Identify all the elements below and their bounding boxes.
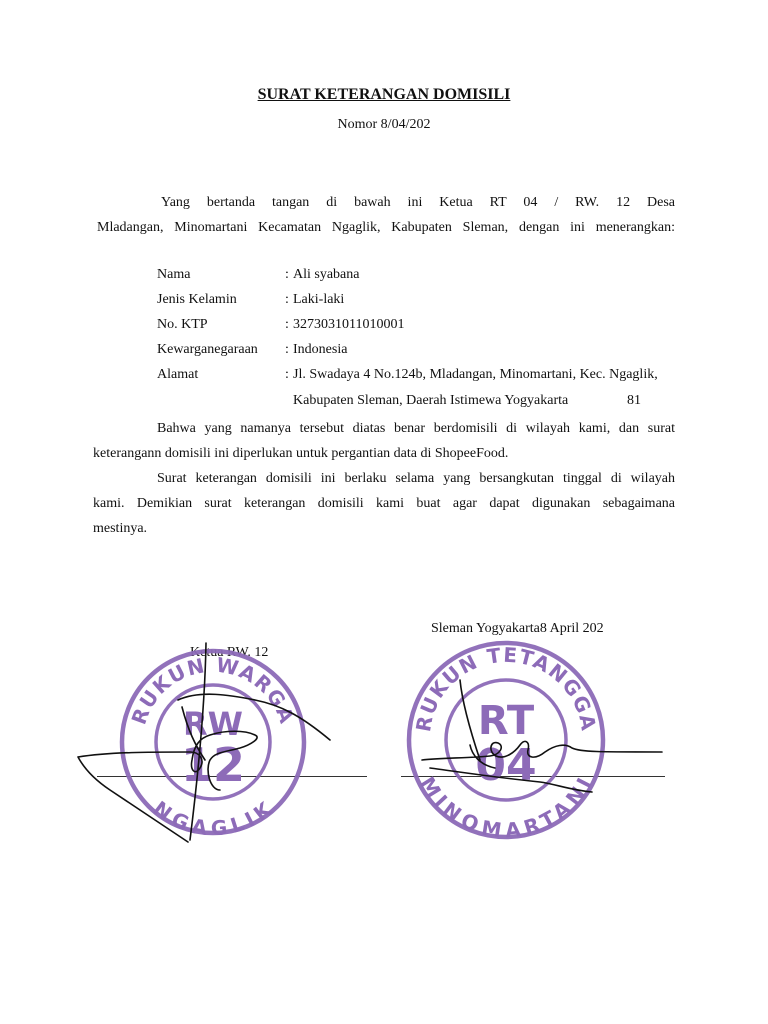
rw-stamp-center-top: RW: [183, 705, 243, 743]
field-value-no-ktp: 3273031011010001: [293, 317, 405, 332]
rt-stamp-center-bottom: 04: [475, 740, 537, 791]
field-label-jenis-kelamin: Jenis Kelamin: [157, 292, 237, 307]
document-title: SURAT KETERANGAN DOMISILI: [257, 86, 511, 103]
rt-stamp-bottom-text: MINOMARTANI: [414, 772, 598, 843]
field-value-kewarganegaraan: Indonesia: [293, 342, 348, 357]
address-code: 81: [627, 393, 641, 408]
rw-stamp-center-bottom: 12: [180, 738, 246, 792]
body1-line-2: keterangann domisili ini diperlukan untuk pergantian data di ShopeeFood.: [93, 446, 509, 461]
body1-line-1: Bahwa yang namanya tersebut diatas benar berdomisili di wilayah kami, dan surat: [157, 421, 675, 436]
body2-line-1: Surat keterangan domisili ini berlaku selama yang bersangkutan tinggal di wilayah: [157, 471, 675, 486]
intro-line-2: Mladangan, Minomartani Kecamatan Ngaglik, Kabupaten Sleman, dengan ini menerangkan:: [97, 220, 675, 235]
place-date: Sleman Yogyakarta8 April 202: [431, 621, 604, 636]
field-colon: :: [285, 342, 289, 357]
address-line-2: Kabupaten Sleman, Daerah Istimewa Yogyakarta: [293, 393, 569, 408]
field-colon: :: [285, 317, 289, 332]
rt-stamp-top-text: RUKUN TETANGGA: [411, 642, 601, 734]
document-number: Nomor 8/04/202: [337, 117, 431, 132]
field-colon: :: [285, 267, 289, 282]
field-label-no-ktp: No. KTP: [157, 317, 208, 332]
field-label-kewarganegaraan: Kewarganegaraan: [157, 342, 258, 357]
field-value-jenis-kelamin: Laki-laki: [293, 292, 345, 307]
ketua-label: Ketua RW. 12: [190, 645, 269, 660]
rw-stamp-top-text: RUKUN WARGA: [126, 652, 300, 728]
rt-stamp-center-top: RT: [477, 698, 535, 744]
field-value-alamat: Jl. Swadaya 4 No.124b, Mladangan, Minomartani, Kec. Ngaglik,: [293, 367, 658, 382]
svg-text:NGAGLIK: [149, 796, 278, 840]
field-label-alamat: Alamat: [157, 367, 199, 382]
field-colon: :: [285, 292, 289, 307]
rw-stamp-bottom-text: NGAGLIK: [148, 796, 278, 841]
field-colon: :: [285, 367, 289, 382]
body2-line-3: mestinya.: [93, 521, 148, 536]
intro-line-1: Yang bertanda tangan di bawah ini Ketua RT 04 / RW. 12 Desa: [161, 195, 675, 210]
field-value-nama: Ali syabana: [293, 267, 360, 282]
body2-line-2: kami. Demikian surat keterangan domisili kami buat agar dapat digunakan sebagaimana: [93, 496, 675, 511]
field-label-nama: Nama: [157, 267, 191, 282]
